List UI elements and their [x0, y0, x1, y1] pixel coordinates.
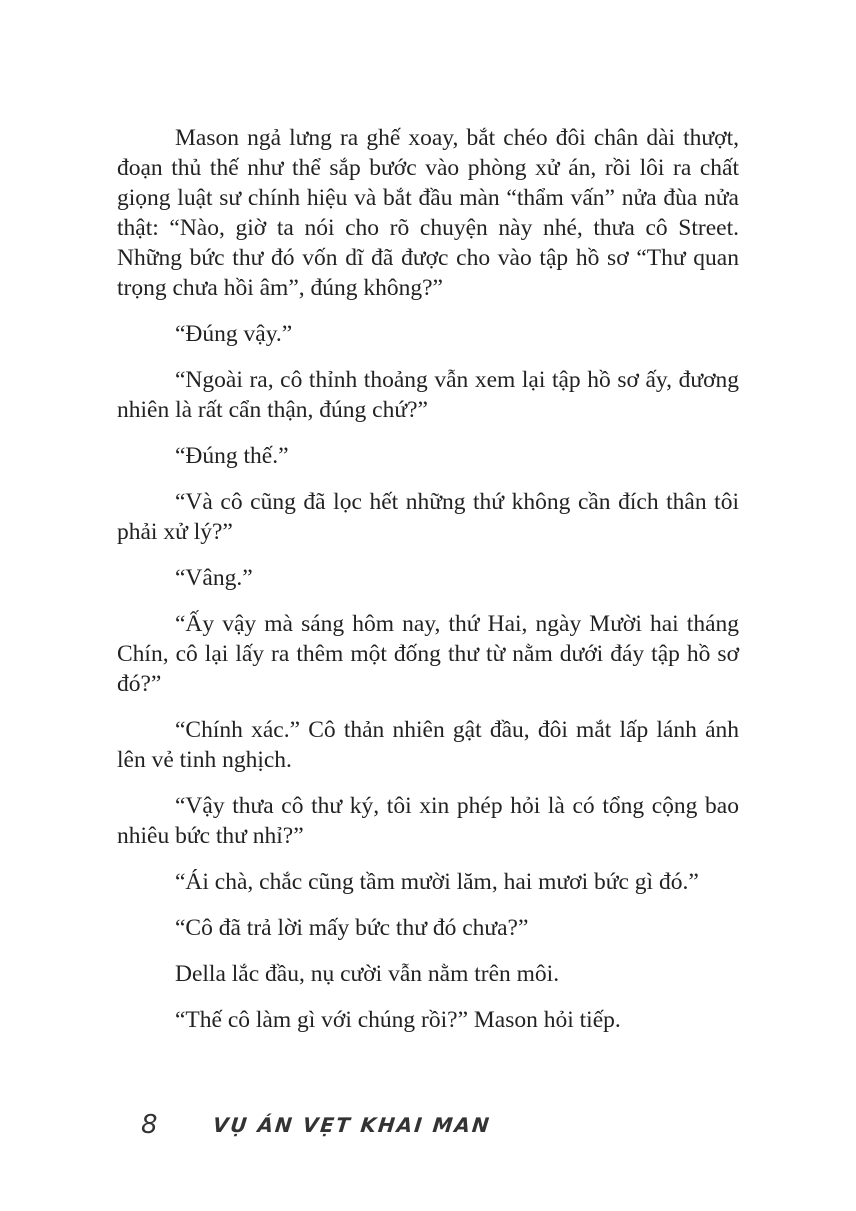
paragraph: Della lắc đầu, nụ cười vẫn nằm trên môi.: [175, 961, 560, 987]
page-number: 8: [141, 1110, 158, 1140]
paragraph: “Thế cô làm gì với chúng rồi?” Mason hỏi tiếp.: [175, 1007, 621, 1033]
paragraph: “Cô đã trả lời mấy bức thư đó chưa?”: [175, 915, 529, 941]
body-text: [117, 123, 739, 1035]
paragraph: “Ấy vậy mà sáng hôm nay, thứ Hai, ngày Mười hai tháng Chín, cô lại lấy ra thêm một đống thư từ nằm dưới đáy tập hồ sơ đó?”: [117, 611, 739, 697]
paragraph: “Chính xác.” Cô thản nhiên gật đầu, đôi mắt lấp lánh ánh lên vẻ tinh nghịch.: [117, 717, 739, 773]
paragraph: Mason ngả lưng ra ghế xoay, bắt chéo đôi chân dài thượt, đoạn thủ thế như thể sắp bước vào phòng xử án, rồi lôi ra chất giọng luật sư chính hiệu và bắt đầu màn “thẩm vấn” nửa đùa nửa thật: “Nào, giờ ta nói cho rõ chuyện này nhé, thưa cô Street. Những bức thư đó vốn dĩ đã được cho vào tập hồ sơ “Thư quan trọng chưa hồi âm”, đúng không?”: [117, 125, 739, 301]
page-footer: [141, 1108, 491, 1142]
paragraph: “Vâng.”: [175, 565, 253, 591]
paragraph: “Và cô cũng đã lọc hết những thứ không cần đích thân tôi phải xử lý?”: [117, 489, 739, 545]
paragraph: “Đúng vậy.”: [175, 321, 293, 347]
paragraph: “Đúng thế.”: [175, 443, 289, 469]
paragraph: “Vậy thưa cô thư ký, tôi xin phép hỏi là có tổng cộng bao nhiêu bức thư nhỉ?”: [117, 793, 739, 849]
paragraph: “Ái chà, chắc cũng tầm mười lăm, hai mươi bức gì đó.”: [175, 869, 699, 895]
paragraph: “Ngoài ra, cô thỉnh thoảng vẫn xem lại tập hồ sơ ấy, đương nhiên là rất cẩn thận, đúng chứ?”: [117, 367, 739, 423]
running-title: VỤ ÁN VẸT KHAI MAN: [211, 1113, 493, 1137]
